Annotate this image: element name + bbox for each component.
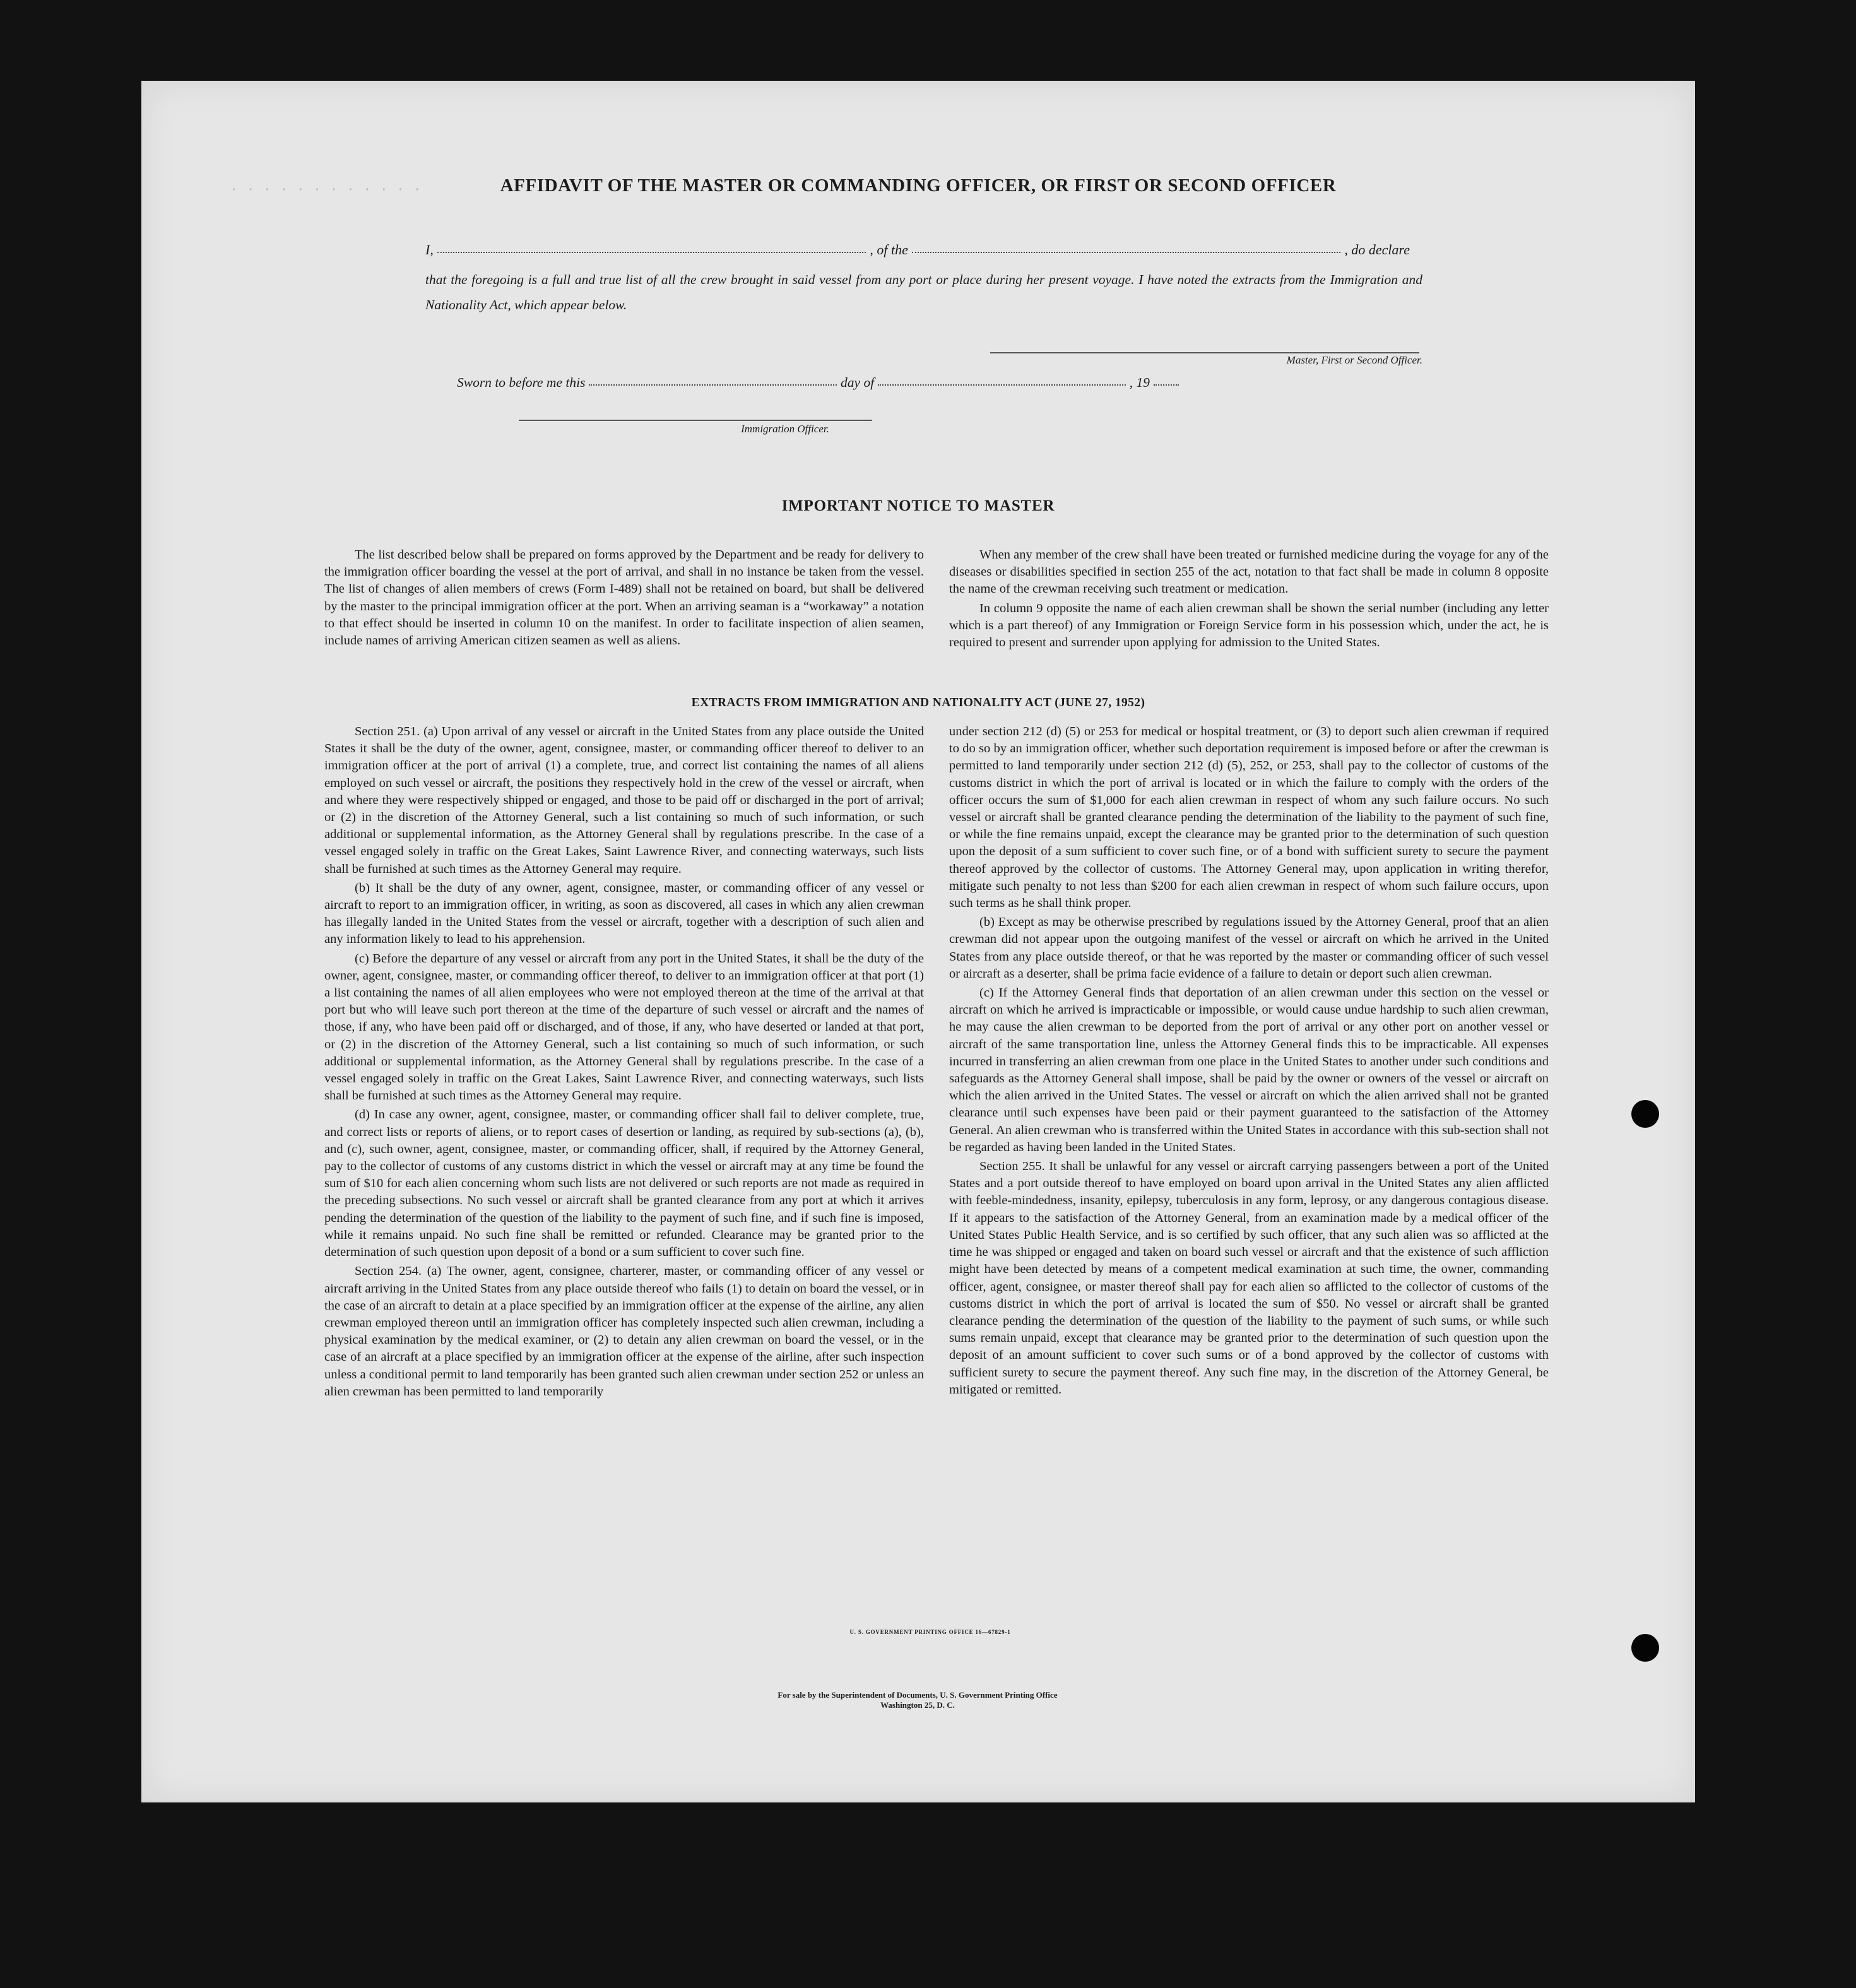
section-254-c: (c) If the Attorney General finds that deportation of an alien crewman under this section on the vessel or aircraft on which he arrived is impracticable or impossible, or would cause undue hardship to such alien crewman, he may cause the alien crewman to be deported from the port of arrival or any other port on another vessel or aircraft of the same transportation line, unless the Attorney General finds this to be impracticable. All expenses incurred in transferring an alien crewman from one place in the United States to another under such conditions and safeguards as the Attorney General shall impose, shall be paid by the owner or owners of the vessel or aircraft on which the alien arrived in the United States. The vessel or aircraft on which the alien arrived shall not be granted clearance until such expenses have been paid or their payment guaranteed to the satisfaction of the Attorney General. An alien crewman who is transferred within the United States in accordance with this sub-section shall not be regarded as having been landed in the United States. xyxy=(949,986,1549,1154)
immigration-officer-line xyxy=(519,420,872,421)
punch-hole-lower xyxy=(1631,1634,1659,1662)
section-251-d: (d) In case any owner, agent, consignee, master, or commanding officer shall fail to deliver complete, true, and correct lists or reports of aliens, or to report cases of desertion or landing, as required by sub-sections (a), (b), and (c), such owner, agent, consignee, master, or commanding officer, shall, if required by the Attorney General, pay to the collector of customs of any customs district in which the vessel or aircraft may at any time be found the sum of $10 for each alien concerning whom such lists are not delivered or such reports are not made as required in the preceding subsections. No such vessel or aircraft shall be granted clearance from any port at which it arrives pending the determination of the question of the liability to the payment of such fine, and if such fine is imposed, while it remains unpaid. No such fine shall be remitted or refunded. Clearance may be granted prior to the determination of such question upon deposit of a bond or a sum sufficient to cover such fine. xyxy=(324,1108,924,1260)
document-page xyxy=(141,81,1695,1802)
month-blank xyxy=(878,375,1126,386)
day-blank xyxy=(589,375,837,386)
notice-right-column xyxy=(949,547,1549,651)
sworn-label: Sworn to before me this xyxy=(457,375,586,390)
immigration-officer-caption: Immigration Officer. xyxy=(741,423,829,435)
section-251-a: Section 251. (a) Upon arrival of any vessel or aircraft in the United States from any place outside the United States it shall be the duty of the owner, agent, consignee, master, or commanding officer thereof to deliver to an immigration officer at the port of arrival (1) a complete, true, and correct list containing the names of all aliens employed on such vessel or aircraft, the positions they respectively hold in the crew of the vessel or aircraft, when and where they were respectively shipped or engaged, and those to be paid off or discharged in the port of arrival; or (2) in the discretion of the Attorney General, such a list containing so much of such information, or such additional or supplemental information, as the Attorney General shall by regulations prescribe. In the case of a vessel engaged solely in traffic on the Great Lakes, Saint Lawrence River, and connecting waterways, such lists shall be furnished at such times as the Attorney General may require. xyxy=(324,725,924,876)
i-label: I, xyxy=(425,242,434,257)
do-declare-label: , do declare xyxy=(1344,242,1410,257)
name-blank xyxy=(437,242,866,253)
notice-paragraph: The list described below shall be prepared on forms approved by the Department and be ready for delivery to the immigration officer boarding the vessel at the port of arrival, and shall in no instance be taken from the vessel. The list of changes of alien members of crews (Form I-489) shall not be retained on board, but shall be delivered by the master to the principal immigration officer at the port. When an arriving seaman is a “workaway” a notation to that effect should be inserted in column 10 on the manifest. In order to facilitate inspection of alien seamen, include names of arriving American citizen seamen as well as aliens. xyxy=(324,548,924,648)
section-254-a-continued: under section 212 (d) (5) or 253 for medical or hospital treatment, or (3) to deport such alien crewman if required to do so by an immigration officer, whether such deportation requirement is imposed before or after the crewman is permitted to land temporarily under section 212 (d) (5), 252, or 253, shall pay to the collector of customs of the customs district in which the port of arrival is located or in which the failure to comply with the orders of the officer occurs the sum of $1,000 for each alien crewman in respect of whom any such failure occurs. No such vessel or aircraft shall be granted clearance pending the determination of the liability to the payment of such fine, or while the fine remains unpaid, except the clearance may be granted prior to the determination of such question upon the deposit of a sum sufficient to cover such fine, or of a bond with sufficient surety to secure the payment thereof approved by the collector of customs. The Attorney General may, upon application in writing therefor, mitigate such penalty to not less than $200 for each alien crewman in respect of whom such failure occurs, upon such terms as he shall think proper. xyxy=(949,725,1549,911)
section-255: Section 255. It shall be unlawful for any vessel or aircraft carrying passengers between a port of the United States and a port outside thereof to have employed on board upon arrival in the United States any alien afflicted with feeble-mindedness, insanity, epilepsy, tuberculosis in any form, leprosy, or any dangerous contagious disease. If it appears to the satisfaction of the Attorney General, from an examination made by a medical officer of the United States Public Health Service, and is so certified by such officer, that any such alien was so afflicted at the time he was shipped or engaged and taken on board such vessel or aircraft and that the existence of such affliction might have been detected by means of a competent medical examination at such time, the owner, commanding officer, agent, consignee, or master thereof shall pay for each alien so afflicted to the collector of customs of the customs district in which the port of arrival is located the sum of $50. No vessel or aircraft shall be granted clearance pending the determination of the question of the liability to the payment of such sums, or while such sums remain unpaid, except that clearance may be granted prior to the determination of such question upon the deposit of an amount sufficient to cover such sums or of a bond approved by the collector of customs with sufficient surety to secure the payment thereof. Any such fine may, in the discretion of the Attorney General, be mitigated or remitted. xyxy=(949,1159,1549,1397)
section-251-c: (c) Before the departure of any vessel or aircraft from any port in the United States, it shall be the duty of the owner, agent, consignee, master, or commanding officer thereof, to deliver to an immigration officer at that port (1) a list containing the names of all alien employees who were not employed thereon at the time of the arrival at that port but who will leave such port thereon at the time of the departure of such vessel or aircraft and the names of those, if any, who have been paid off or discharged, and of those, if any, who have deserted or landed at that port, or (2) in the discretion of the Attorney General, such a list containing so much of such information, or such additional or supplemental information, as the Attorney General shall by regulations prescribe. In the case of a vessel engaged solely in traffic on the Great Lakes, Saint Lawrence River, and connecting waterways, such lists shall be furnished at such times as the Attorney General may require. xyxy=(324,951,924,1103)
sworn-line xyxy=(457,375,1183,391)
punch-hole-upper xyxy=(1631,1100,1659,1128)
section-254-a: Section 254. (a) The owner, agent, consignee, charterer, master, or commanding officer of any vessel or aircraft arriving in the United States from any place outside thereof who fails (1) to detain on board the vessel, or in the case of an aircraft to detain at a place specified by an immigration officer at the expense of the airline, any alien crewman employed thereon until an immigration officer has completely inspected such alien crewman, including a physical examination by the medical examiner, or (2) to detain any alien crewman on board the vessel, or in the case of an aircraft at a place specified by an immigration officer at the expense of the airline, after such inspection unless a conditional permit to land temporarily has been granted such alien crewman under section 252 or unless an alien crewman has been permitted to land temporarily xyxy=(324,1264,924,1399)
bleed-through-text: · · · · · · · · · · · · xyxy=(230,182,422,198)
section-251-b: (b) It shall be the duty of any owner, agent, consignee, master, or commanding officer of any vessel or aircraft to report to an immigration officer, in writing, as soon as discovered, all cases in which any alien crewman has illegally landed in the United States from the vessel or aircraft, together with a description of such alien and any information likely to lead to his apprehension. xyxy=(324,880,924,947)
affidavit-title: AFFIDAVIT OF THE MASTER OR COMMANDING OFFICER, OR FIRST OR SECOND OFFICER xyxy=(500,175,1337,196)
notice-paragraph: When any member of the crew shall have been treated or furnished medicine during the voyage for any of the diseases or disabilities specified in section 255 of the act, notation to that fact shall be made in column 8 opposite the name of the crewman receiving such treatment or medication. xyxy=(949,548,1549,596)
notice-title: IMPORTANT NOTICE TO MASTER xyxy=(781,497,1055,514)
extracts-left-column xyxy=(324,723,924,1400)
vessel-blank xyxy=(912,242,1341,253)
notice-left-column xyxy=(324,547,924,649)
of-the-label: , of the xyxy=(870,242,908,257)
sale-line-2: Washington 25, D. C. xyxy=(880,1700,955,1710)
year-blank xyxy=(1154,375,1179,386)
sale-line-1: For sale by the Superintendent of Documents, U. S. Government Printing Office xyxy=(777,1690,1058,1700)
affidavit-statement: that the foregoing is a full and true list of all the crew brought in said vessel from any port or place during her present voyage. I have noted the extracts from the Immigration and Nationality Act, which appear below. xyxy=(425,272,1422,312)
extracts-right-column xyxy=(949,723,1549,1399)
year-label: , 19 xyxy=(1129,375,1150,390)
notice-paragraph: In column 9 opposite the name of each alien crewman shall be shown the serial number (including any letter which is a part thereof) of any Immigration or Foreign Service form in his possession which, under the act, he is required to present and surrender upon applying for admission to the United States. xyxy=(949,601,1549,650)
gpo-imprint: U. S. GOVERNMENT PRINTING OFFICE 16—67829-1 xyxy=(849,1629,1011,1635)
affidavit-declaration-line xyxy=(425,242,1410,258)
section-254-b: (b) Except as may be otherwise prescribed by regulations issued by the Attorney General, proof that an alien crewman did not appear upon the outgoing manifest of the vessel or aircraft on which he arrived in the United States from any place outside thereof, or that he was reported by the master or commanding officer of such vessel or aircraft as a deserter, shall be prima facie evidence of a failure to detain or deport such alien crewman. xyxy=(949,915,1549,981)
signature-caption: Master, First or Second Officer. xyxy=(1286,354,1422,366)
extracts-title: EXTRACTS FROM IMMIGRATION AND NATIONALITY ACT (JUNE 27, 1952) xyxy=(691,696,1145,709)
sale-notice xyxy=(602,1690,1233,1710)
signature-line xyxy=(990,352,1419,353)
day-of-label: day of xyxy=(841,375,875,390)
